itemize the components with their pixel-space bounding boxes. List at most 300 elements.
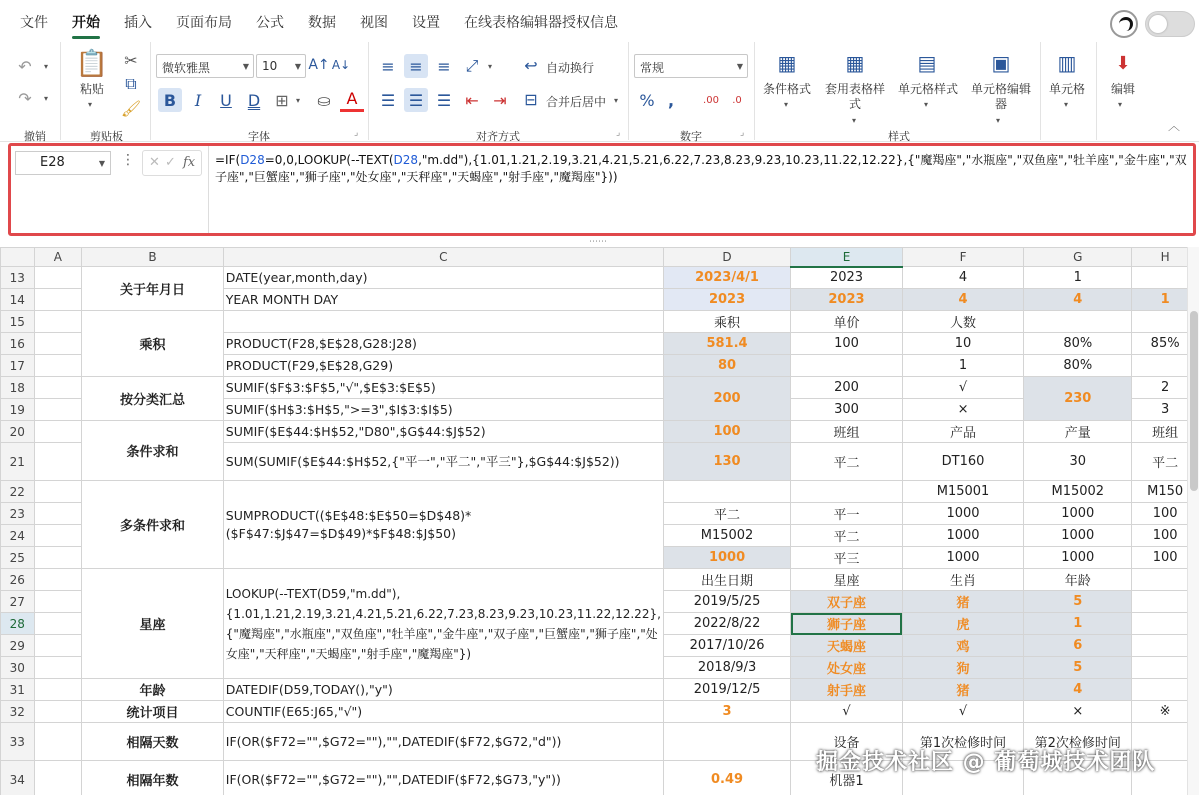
conditional-format-label[interactable]: 条件格式 xyxy=(762,82,811,96)
cell[interactable]: DATEDIF(D59,TODAY(),"y") xyxy=(223,679,663,701)
cell[interactable]: 2023 xyxy=(791,289,903,311)
dialog-launcher-icon[interactable]: ⌟ xyxy=(616,128,621,138)
row-header[interactable]: 17 xyxy=(1,355,35,377)
formula-text: =0,0,LOOKUP(--TEXT( xyxy=(264,153,394,167)
selected-cell[interactable]: 狮子座 xyxy=(791,613,903,635)
cell[interactable]: 1000 xyxy=(902,503,1024,525)
editing-icon[interactable]: ⬇ xyxy=(1115,52,1131,74)
cell[interactable]: 100 xyxy=(663,421,790,443)
row-header[interactable]: 13 xyxy=(1,267,35,289)
cell[interactable] xyxy=(663,481,790,503)
name-box[interactable] xyxy=(15,151,111,175)
cell[interactable] xyxy=(1024,311,1132,333)
cell[interactable]: 1000 xyxy=(1024,503,1132,525)
cell[interactable]: 2019/5/25 xyxy=(663,591,790,613)
cell[interactable]: 2018/9/3 xyxy=(663,657,790,679)
table-row xyxy=(1,311,1199,333)
redo-icon[interactable]: ↷ xyxy=(18,88,32,108)
cell[interactable]: 机器1 xyxy=(791,761,903,795)
cell[interactable]: 猪 xyxy=(902,591,1024,613)
menu-settings[interactable]: 设置 xyxy=(412,15,440,31)
decrease-indent-icon[interactable]: ⇤ xyxy=(465,90,479,110)
vertical-scrollbar[interactable] xyxy=(1187,247,1199,795)
dialog-launcher-icon[interactable]: ⌟ xyxy=(354,128,359,138)
styles-group-label: 样式 xyxy=(888,130,910,143)
cells-label[interactable]: 单元格 xyxy=(1048,82,1085,96)
cell[interactable] xyxy=(34,443,82,481)
chevron-down-icon: ▼ xyxy=(294,62,301,71)
cell[interactable]: 设备 xyxy=(791,723,903,761)
cell[interactable]: 85% xyxy=(1132,333,1199,355)
cell[interactable]: SUMIF($F$3:$F$5,"√",$E$3:$E$5) xyxy=(223,377,663,399)
cell[interactable]: 平二 xyxy=(1132,443,1199,481)
name-box-value: E28 xyxy=(40,155,65,170)
row-label[interactable]: 星座 xyxy=(82,569,224,679)
cell[interactable]: ※ xyxy=(1132,701,1199,723)
column-header-d[interactable]: D xyxy=(663,248,790,267)
table-row xyxy=(1,377,1199,399)
cell[interactable]: 2023/4/1 xyxy=(663,267,790,289)
cell[interactable]: 产量 xyxy=(1024,421,1132,443)
cell[interactable] xyxy=(34,591,82,613)
cell[interactable]: 10 xyxy=(902,333,1024,355)
row-header[interactable]: 24 xyxy=(1,525,35,547)
menu-page-layout[interactable]: 页面布局 xyxy=(176,15,232,31)
undo-caret-icon[interactable]: ▾ xyxy=(44,62,49,71)
formula-bar xyxy=(8,143,1196,236)
table-row xyxy=(1,679,1199,701)
row-label[interactable]: 多条件求和 xyxy=(82,481,224,569)
cell[interactable]: IF(OR($F72="",$G72=""),"",DATEDIF($F72,$G73,"y")) xyxy=(223,761,663,795)
cell[interactable]: 1000 xyxy=(1024,525,1132,547)
cell[interactable]: 平一 xyxy=(791,503,903,525)
cell[interactable]: M15001 xyxy=(902,481,1024,503)
cell[interactable]: 班组 xyxy=(1132,421,1199,443)
formula-input[interactable] xyxy=(215,152,1193,186)
wrap-text-icon[interactable]: ↩ xyxy=(524,55,538,75)
menu-view[interactable]: 视图 xyxy=(360,15,388,31)
formula-ref: D28 xyxy=(240,153,265,167)
menu-license-info[interactable]: 在线表格编辑器授权信息 xyxy=(464,15,618,31)
cell[interactable]: 4 xyxy=(902,267,1024,289)
cell[interactable]: YEAR MONTH DAY xyxy=(223,289,663,311)
cell[interactable]: 80% xyxy=(1024,355,1132,377)
group-divider xyxy=(368,42,369,140)
cell[interactable]: 6 xyxy=(1024,635,1132,657)
merge-center-icon[interactable]: ⊟ xyxy=(524,89,538,109)
confirm-icon[interactable]: ✓ xyxy=(165,155,176,170)
cell-style-icon[interactable]: ▤ xyxy=(917,51,937,75)
active-tab-indicator xyxy=(72,36,100,39)
cell[interactable]: M15002 xyxy=(1024,481,1132,503)
scrollbar-thumb[interactable] xyxy=(1190,311,1198,491)
comma-style-icon[interactable]: , xyxy=(667,90,675,110)
formula-text: =IF( xyxy=(215,153,241,167)
cell[interactable]: LOOKUP(--TEXT(D59,"m.dd"),{1.01,1.21,2.19,3.21,4.21,5.21,6.22,7.23,8.23,9.23,10.23,11.22,12.22},{"魔羯座","水瓶座","双鱼座","牡羊座","金牛座","双子座","巨蟹座","狮子座","处女座","天秤座","天蝎座","射手座","魔羯座"}) xyxy=(223,569,663,679)
cell[interactable]: 4 xyxy=(902,289,1024,311)
formula-ref: D28 xyxy=(393,153,419,167)
cell[interactable]: 产品 xyxy=(902,421,1024,443)
cell[interactable]: 1000 xyxy=(1024,547,1132,569)
column-header-h[interactable]: H xyxy=(1132,248,1199,267)
group-divider xyxy=(754,42,755,140)
cell-style-caret-icon[interactable]: ▾ xyxy=(924,100,929,109)
cell[interactable]: 1000 xyxy=(902,547,1024,569)
group-divider xyxy=(1096,42,1097,140)
chevron-down-icon: ▼ xyxy=(98,159,105,168)
cell[interactable]: 乘积 xyxy=(663,311,790,333)
cell[interactable]: 年龄 xyxy=(1024,569,1132,591)
cell[interactable]: 80% xyxy=(1024,333,1132,355)
resize-handle[interactable]: ⋯⋯ xyxy=(589,237,607,247)
cell[interactable]: 双子座 xyxy=(791,591,903,613)
chevron-down-icon: ▼ xyxy=(242,62,249,71)
increase-indent-icon[interactable]: ⇥ xyxy=(493,90,507,110)
cell[interactable]: 5 xyxy=(1024,591,1132,613)
cell[interactable]: PRODUCT(F29,$E$28,G29) xyxy=(223,355,663,377)
group-divider xyxy=(150,42,151,140)
clipboard-group-label: 剪贴板 xyxy=(90,130,123,143)
cell[interactable] xyxy=(34,481,82,503)
more-icon[interactable]: ⋮ xyxy=(121,152,135,168)
row-header[interactable]: 21 xyxy=(1,443,35,481)
row-label[interactable]: 相隔年数 xyxy=(82,761,224,795)
cells-caret-icon[interactable]: ▾ xyxy=(1064,100,1069,109)
alignment-group-label: 对齐方式 xyxy=(476,130,520,143)
italic-icon[interactable]: I xyxy=(194,90,202,110)
table-row xyxy=(1,481,1199,503)
cell[interactable]: 猪 xyxy=(902,679,1024,701)
column-header-row xyxy=(1,248,1199,267)
font-group-label: 字体 xyxy=(248,130,270,143)
cell[interactable]: 1 xyxy=(1024,267,1132,289)
editing-label[interactable]: 编辑 xyxy=(1110,82,1135,96)
cell[interactable]: 处女座 xyxy=(791,657,903,679)
cell[interactable] xyxy=(34,525,82,547)
cell[interactable]: 100 xyxy=(791,333,903,355)
cell[interactable] xyxy=(663,723,790,761)
double-underline-icon[interactable]: D xyxy=(247,90,261,110)
cell[interactable]: 2023 xyxy=(791,267,903,289)
paste-label[interactable]: 粘贴 xyxy=(79,82,104,96)
column-header-a[interactable]: A xyxy=(34,248,82,267)
column-header-g[interactable]: G xyxy=(1024,248,1132,267)
cell[interactable]: √ xyxy=(902,377,1024,399)
row-header[interactable]: 25 xyxy=(1,547,35,569)
merge-center-label[interactable]: 合并后居中 xyxy=(546,95,607,109)
cell[interactable] xyxy=(34,311,82,333)
cell[interactable]: 130 xyxy=(663,443,790,481)
table-row xyxy=(1,421,1199,443)
cell[interactable]: 1000 xyxy=(663,547,790,569)
cell[interactable]: √ xyxy=(902,701,1024,723)
cell[interactable]: 生肖 xyxy=(902,569,1024,591)
watermark: 掘金技术社区 @ 葡萄城技术团队 xyxy=(816,750,1156,775)
group-divider xyxy=(60,42,61,140)
row-header[interactable]: 18 xyxy=(1,377,35,399)
row-header[interactable]: 27 xyxy=(1,591,35,613)
cell[interactable]: DT160 xyxy=(902,443,1024,481)
row-label[interactable]: 条件求和 xyxy=(82,421,224,481)
cell[interactable]: 1000 xyxy=(902,525,1024,547)
cell[interactable] xyxy=(34,569,82,591)
cell[interactable]: 100 xyxy=(1132,525,1199,547)
cell[interactable] xyxy=(34,421,82,443)
align-right-icon[interactable]: ☰ xyxy=(436,90,452,110)
row-header[interactable]: 22 xyxy=(1,481,35,503)
row-header[interactable]: 19 xyxy=(1,399,35,421)
cell[interactable]: 581.4 xyxy=(663,333,790,355)
cell[interactable]: 4 xyxy=(1024,679,1132,701)
cell[interactable]: 3 xyxy=(1132,399,1199,421)
column-header-e[interactable]: E xyxy=(791,248,903,267)
redo-caret-icon[interactable]: ▾ xyxy=(44,94,49,103)
percent-icon[interactable]: % xyxy=(639,90,655,110)
number-group-label: 数字 xyxy=(680,130,702,143)
cells-icon[interactable]: ▥ xyxy=(1057,51,1077,75)
editing-caret-icon[interactable]: ▾ xyxy=(1118,100,1123,109)
row-label[interactable]: 相隔天数 xyxy=(82,723,224,761)
menu-formulas[interactable]: 公式 xyxy=(256,15,284,31)
row-label[interactable]: 乘积 xyxy=(82,311,224,377)
spreadsheet-grid xyxy=(0,247,1199,795)
align-middle-icon[interactable]: ≡ xyxy=(404,54,428,78)
font-name-value: 微软雅黑 xyxy=(162,61,211,75)
cell[interactable] xyxy=(34,547,82,569)
cell[interactable] xyxy=(34,333,82,355)
cell[interactable]: 2 xyxy=(1132,377,1199,399)
cell[interactable]: M150 xyxy=(1132,481,1199,503)
dialog-launcher-icon[interactable]: ⌟ xyxy=(740,128,745,138)
cell[interactable] xyxy=(223,311,663,333)
cell[interactable] xyxy=(34,355,82,377)
format-as-table-label[interactable]: 套用表格样式 xyxy=(824,82,885,111)
cell[interactable]: 80 xyxy=(663,355,790,377)
cell[interactable]: M15002 xyxy=(663,525,790,547)
cell[interactable]: 3 xyxy=(663,701,790,723)
cell[interactable] xyxy=(791,355,903,377)
paste-caret-icon[interactable]: ▾ xyxy=(88,100,93,109)
cell[interactable] xyxy=(34,761,82,795)
cell[interactable]: SUMIF($E$44:$H$52,"D80",$G$44:$J$52) xyxy=(223,421,663,443)
column-header-b[interactable]: B xyxy=(82,248,224,267)
cell[interactable]: 2022/8/22 xyxy=(663,613,790,635)
decrease-decimal-icon[interactable]: .0 xyxy=(732,94,742,106)
increase-font-icon[interactable]: A↑ xyxy=(308,57,330,73)
cell[interactable]: 300 xyxy=(791,399,903,421)
cell[interactable]: 星座 xyxy=(791,569,903,591)
cell[interactable]: × xyxy=(902,399,1024,421)
cell[interactable]: 1 xyxy=(1132,289,1199,311)
cell[interactable]: 射手座 xyxy=(791,679,903,701)
cell[interactable]: 出生日期 xyxy=(663,569,790,591)
row-label[interactable]: 按分类汇总 xyxy=(82,377,224,421)
cell[interactable]: 230 xyxy=(1024,377,1132,421)
table-row xyxy=(1,701,1199,723)
collapse-ribbon-icon[interactable]: ︿ xyxy=(1167,118,1180,133)
cell[interactable]: 30 xyxy=(1024,443,1132,481)
format-as-table-caret-icon[interactable]: ▾ xyxy=(852,116,857,125)
theme-moon-icon[interactable] xyxy=(1110,10,1138,38)
cell[interactable]: 2017/10/26 xyxy=(663,635,790,657)
column-header-f[interactable]: F xyxy=(902,248,1024,267)
bold-icon[interactable]: B xyxy=(158,88,182,112)
cell[interactable] xyxy=(34,399,82,421)
row-header[interactable]: 23 xyxy=(1,503,35,525)
conditional-format-icon[interactable]: ▦ xyxy=(777,51,797,75)
cell[interactable] xyxy=(34,613,82,635)
cut-icon[interactable]: ✂ xyxy=(124,50,138,70)
row-label[interactable]: 统计项目 xyxy=(82,701,224,723)
cell[interactable]: 班组 xyxy=(791,421,903,443)
row-header[interactable]: 34 xyxy=(1,761,35,795)
cell[interactable]: 1 xyxy=(902,355,1024,377)
cell[interactable]: COUNTIF(E65:J65,"√") xyxy=(223,701,663,723)
font-size-dropdown[interactable] xyxy=(256,54,306,78)
cell[interactable] xyxy=(34,267,82,289)
orientation-icon[interactable]: ⤢ xyxy=(465,56,479,75)
format-as-table-icon[interactable]: ▦ xyxy=(845,51,865,75)
cell[interactable]: 4 xyxy=(1024,289,1132,311)
cell[interactable]: SUMIF($H$3:$H$5,">=3",$I$3:$I$5) xyxy=(223,399,663,421)
cell[interactable] xyxy=(34,635,82,657)
cell[interactable]: 100 xyxy=(1132,503,1199,525)
cell[interactable] xyxy=(791,481,903,503)
cell[interactable]: DATE(year,month,day) xyxy=(223,267,663,289)
increase-decimal-icon[interactable]: .00 xyxy=(703,94,719,106)
theme-toggle[interactable] xyxy=(1145,11,1195,37)
cell[interactable]: 2023 xyxy=(663,289,790,311)
border-caret-icon[interactable]: ▾ xyxy=(296,96,301,105)
cell[interactable] xyxy=(34,723,82,761)
row-header[interactable]: 32 xyxy=(1,701,35,723)
menu-data[interactable]: 数据 xyxy=(308,15,336,31)
row-header[interactable]: 15 xyxy=(1,311,35,333)
insert-function-icon[interactable]: fx xyxy=(183,155,196,170)
cell-style-label[interactable]: 单元格样式 xyxy=(897,82,958,96)
cell[interactable]: 平三 xyxy=(791,547,903,569)
cell[interactable]: 第1次检修时间 xyxy=(902,723,1024,761)
row-header[interactable]: 16 xyxy=(1,333,35,355)
orientation-caret-icon[interactable]: ▾ xyxy=(488,62,493,71)
row-header[interactable]: 26 xyxy=(1,569,35,591)
row-header[interactable]: 29 xyxy=(1,635,35,657)
align-center-icon[interactable]: ☰ xyxy=(404,88,428,112)
merge-caret-icon[interactable]: ▾ xyxy=(614,96,619,105)
row-header[interactable]: 31 xyxy=(1,679,35,701)
font-name-dropdown[interactable] xyxy=(156,54,254,78)
undo-icon[interactable]: ↶ xyxy=(18,56,32,76)
cell-editor-label[interactable]: 单元格编辑器 xyxy=(970,82,1031,111)
cell[interactable] xyxy=(34,377,82,399)
align-top-icon[interactable]: ≡ xyxy=(381,56,395,76)
format-painter-icon[interactable]: 🖌 xyxy=(120,98,142,118)
row-label[interactable]: 年龄 xyxy=(82,679,224,701)
cell[interactable]: 第2次检修时间 xyxy=(1024,723,1132,761)
cell[interactable]: × xyxy=(1024,701,1132,723)
undo-group-label: 撤销 xyxy=(24,130,46,143)
row-header[interactable]: 14 xyxy=(1,289,35,311)
column-header-c[interactable]: C xyxy=(223,248,663,267)
cell[interactable]: 200 xyxy=(791,377,903,399)
border-icon[interactable]: ⊞ xyxy=(275,90,289,110)
chevron-down-icon: ▼ xyxy=(736,62,743,71)
cell[interactable] xyxy=(34,503,82,525)
cell-editor-icon[interactable]: ▣ xyxy=(991,51,1011,75)
cell[interactable]: 天蝎座 xyxy=(791,635,903,657)
cell[interactable] xyxy=(34,289,82,311)
row-label[interactable]: 关于年月日 xyxy=(82,267,224,311)
fill-color-icon[interactable]: ⛀ xyxy=(317,90,331,110)
cell[interactable]: √ xyxy=(791,701,903,723)
font-size-value: 10 xyxy=(262,59,278,73)
corner-cell[interactable] xyxy=(1,248,35,267)
number-format-value: 常规 xyxy=(640,61,665,75)
cell[interactable]: 狗 xyxy=(902,657,1024,679)
underline-icon[interactable]: U xyxy=(220,90,232,110)
formula-text: ,"m.dd"),{1.01,1.21,2.19,3.21,4.21,5.21,6.22,7.23,8.23,9.23,10.23,11.22,12.22},{"魔羯座","水瓶座","双鱼座","牡羊座","金牛座","双子座","巨蟹座","狮子座","处女座","天秤座","天蝎座","射手座","魔羯座"})) xyxy=(215,153,1187,184)
group-divider xyxy=(628,42,629,140)
align-left-icon[interactable]: ☰ xyxy=(380,90,396,110)
menu-insert[interactable]: 插入 xyxy=(124,15,152,31)
cancel-icon[interactable]: ✕ xyxy=(149,155,160,170)
row-header[interactable]: 28 xyxy=(1,613,35,635)
copy-icon[interactable]: ⧉ xyxy=(125,74,137,93)
cell[interactable]: 平二 xyxy=(791,525,903,547)
divider xyxy=(208,146,209,233)
row-header[interactable]: 30 xyxy=(1,657,35,679)
cell[interactable] xyxy=(34,657,82,679)
cell[interactable]: SUM(SUMIF($E$44:$H$52,{"平一","平二","平三"},$G$44:$J$52)) xyxy=(223,443,663,481)
cell[interactable]: 100 xyxy=(1132,547,1199,569)
menu-file[interactable]: 文件 xyxy=(20,15,48,31)
formula-actions xyxy=(142,150,202,176)
paste-icon[interactable]: 📋 xyxy=(75,49,109,79)
menu-home[interactable]: 开始 xyxy=(72,15,100,31)
cell[interactable]: 单价 xyxy=(791,311,903,333)
wrap-text-label[interactable]: 自动换行 xyxy=(546,61,595,75)
row-header[interactable]: 20 xyxy=(1,421,35,443)
cell[interactable]: IF(OR($F72="",$G72=""),"",DATEDIF($F72,$G72,"d")) xyxy=(223,723,663,761)
font-color-icon[interactable]: A xyxy=(340,88,364,112)
cell[interactable]: SUMPRODUCT(($E$48:$E$50=$D$48)*($F$47:$J$47=$D$49)*$F$48:$J$50) xyxy=(223,481,663,569)
cell[interactable]: 1 xyxy=(1024,613,1132,635)
cell[interactable]: 平二 xyxy=(791,443,903,481)
cell[interactable]: 鸡 xyxy=(902,635,1024,657)
cell-editor-caret-icon[interactable]: ▾ xyxy=(996,116,1001,125)
cell-table xyxy=(0,247,1199,795)
cell[interactable]: 平二 xyxy=(663,503,790,525)
conditional-format-caret-icon[interactable]: ▾ xyxy=(784,100,789,109)
ribbon xyxy=(0,42,1199,142)
row-header[interactable]: 33 xyxy=(1,723,35,761)
cell[interactable]: 200 xyxy=(663,377,790,421)
cell[interactable]: 5 xyxy=(1024,657,1132,679)
number-format-dropdown[interactable] xyxy=(634,54,748,78)
cell[interactable]: 0.49 xyxy=(663,761,790,795)
cell[interactable]: PRODUCT(F28,$E$28,G28:J28) xyxy=(223,333,663,355)
cell[interactable] xyxy=(34,679,82,701)
cell[interactable]: 人数 xyxy=(902,311,1024,333)
cell[interactable]: 2019/12/5 xyxy=(663,679,790,701)
cell[interactable] xyxy=(34,701,82,723)
cell[interactable]: 虎 xyxy=(902,613,1024,635)
table-row xyxy=(1,267,1199,289)
group-divider xyxy=(1040,42,1041,140)
decrease-font-icon[interactable]: A↓ xyxy=(331,58,351,72)
menu-bar xyxy=(0,0,1199,42)
align-bottom-icon[interactable]: ≡ xyxy=(437,56,451,76)
